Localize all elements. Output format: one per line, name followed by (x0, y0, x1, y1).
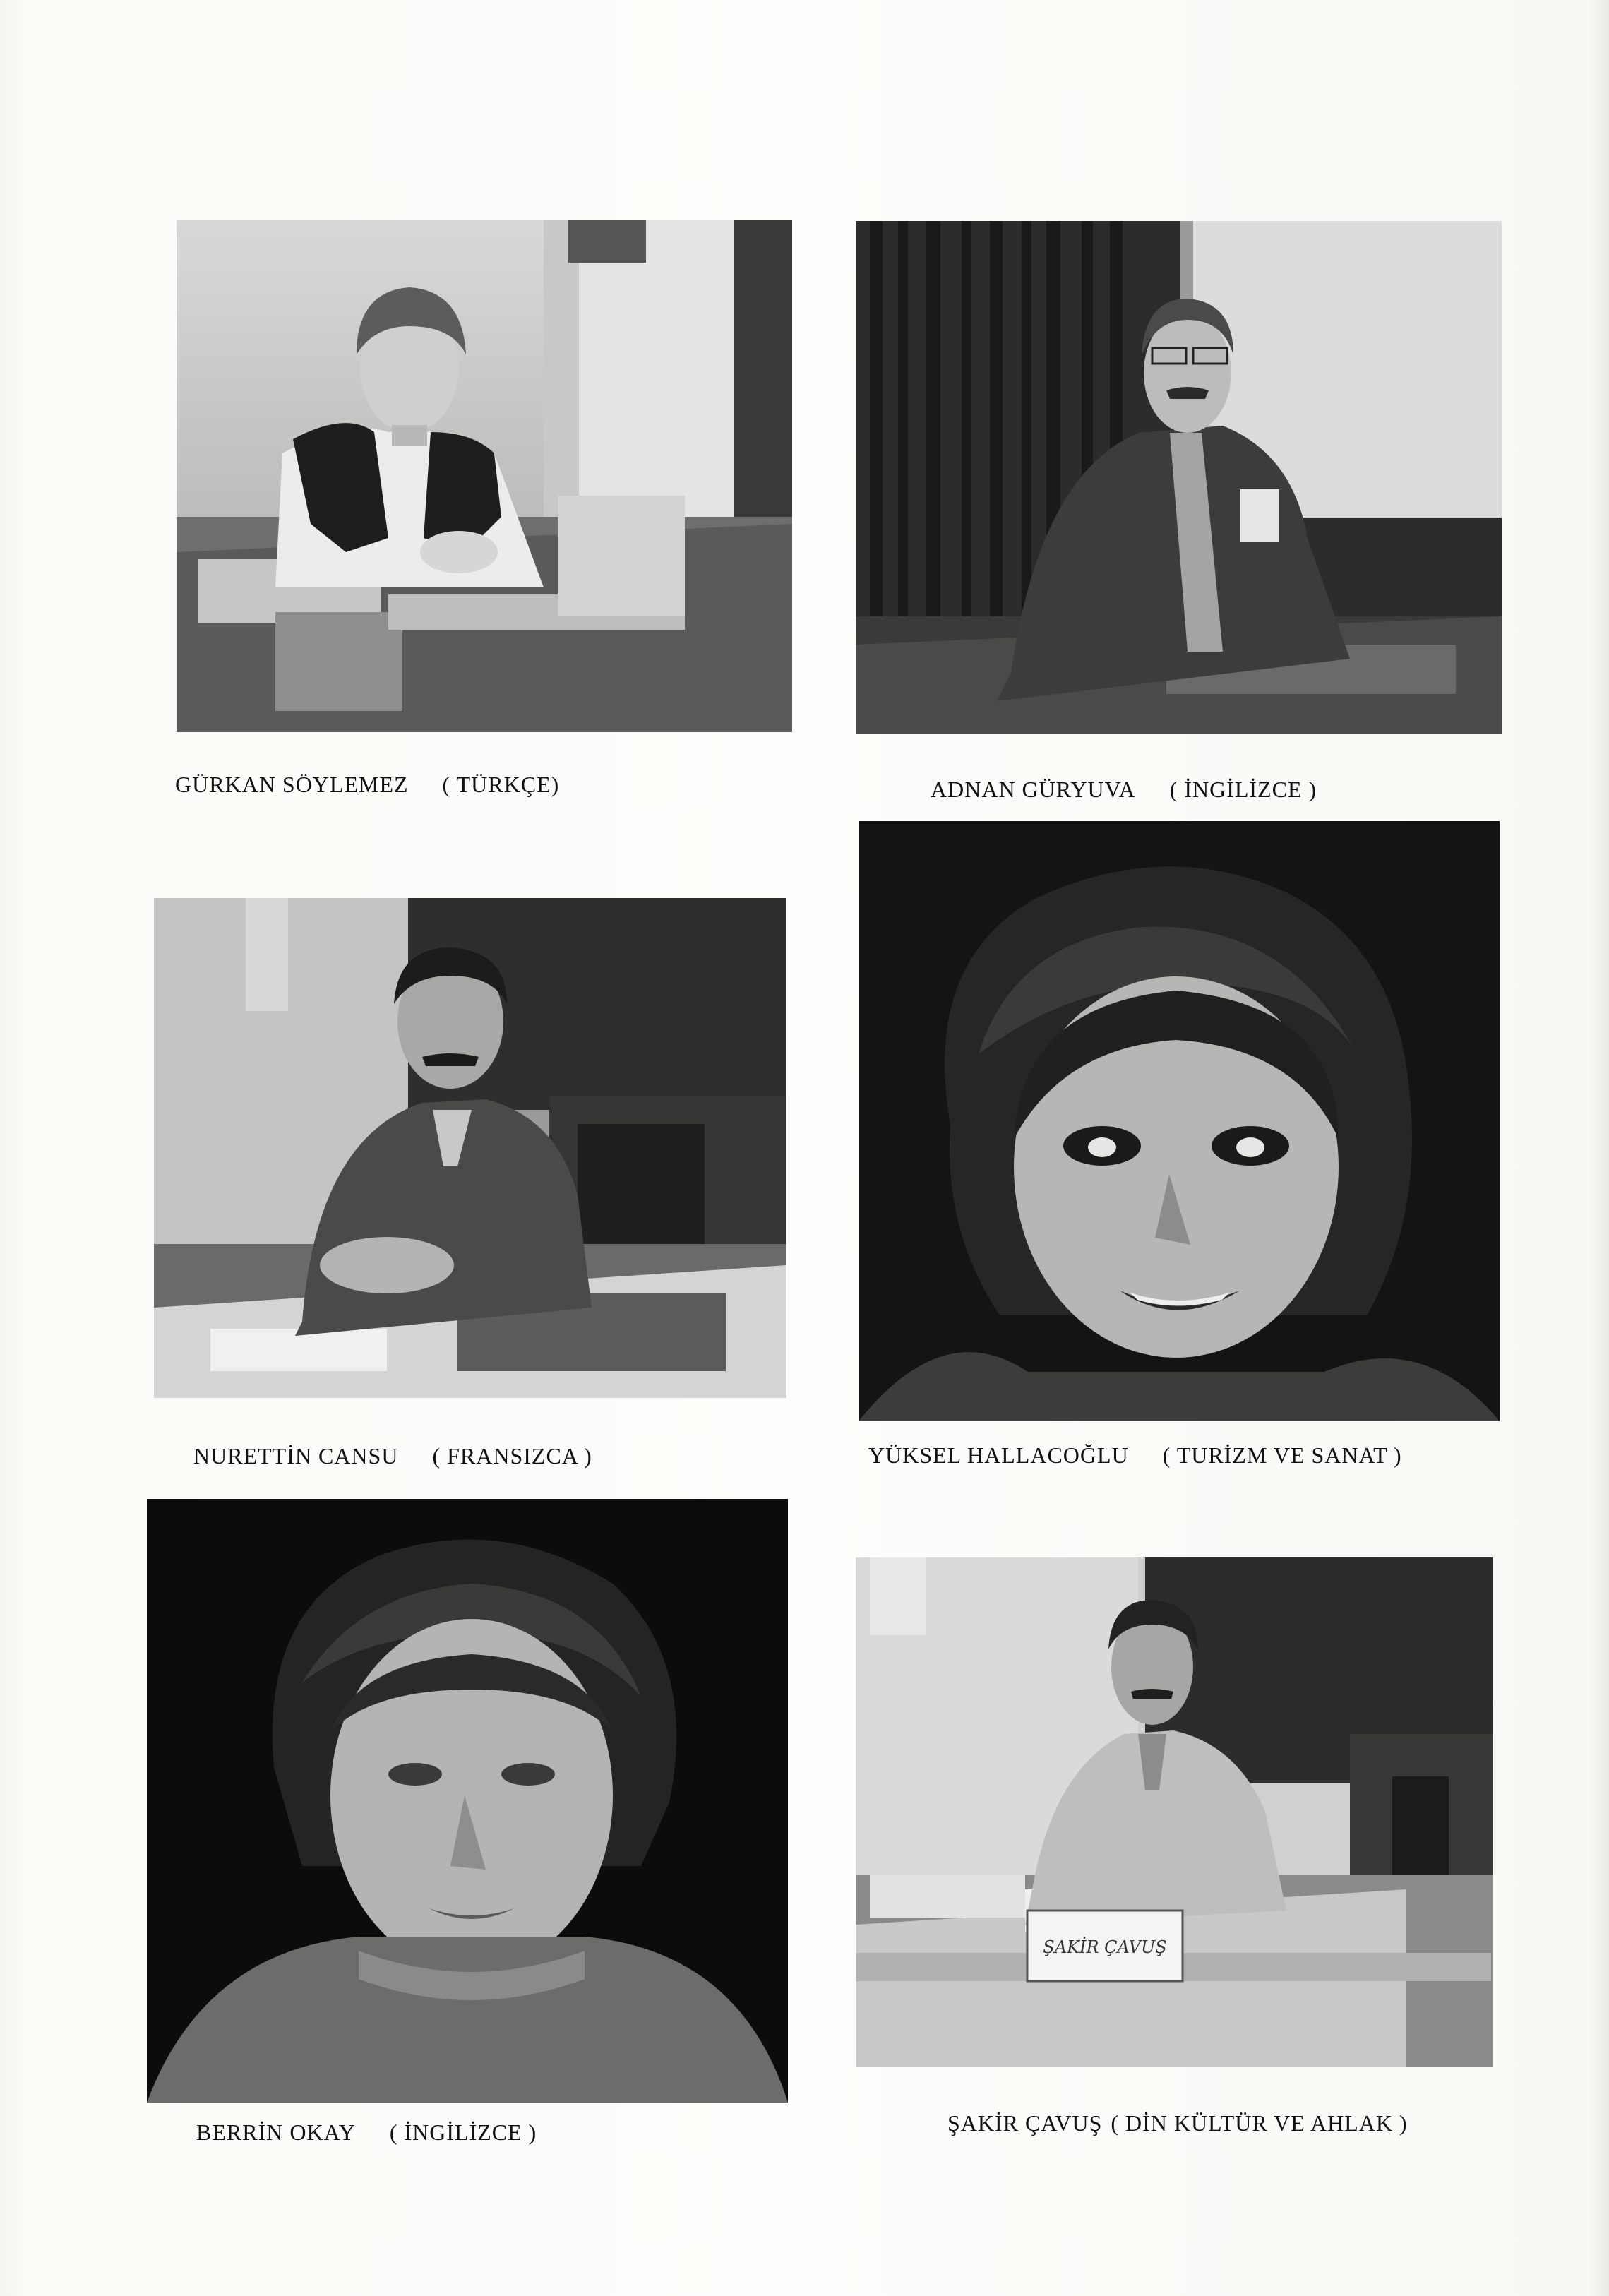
teacher-photo-berrin-okay (147, 1499, 788, 2103)
teacher-name: ŞAKİR ÇAVUŞ (947, 2110, 1103, 2136)
teacher-photo-nurettin-cansu (154, 898, 786, 1398)
teacher-subject: ( İNGİLİZCE ) (1169, 777, 1317, 802)
teacher-name: NURETTİN CANSU (193, 1443, 399, 1469)
caption-sakir-cavus (947, 2110, 1408, 2136)
caption-yuksel-hallacoglu (868, 1442, 1402, 1469)
teacher-photo-yuksel-hallacoglu (859, 821, 1500, 1421)
teacher-photo-gurkan-soylemez (177, 220, 792, 732)
caption-gurkan-soylemez (175, 772, 559, 798)
teacher-subject: ( FRANSIZCA ) (432, 1443, 592, 1469)
teacher-subject: ( İNGİLİZCE ) (389, 2119, 537, 2145)
teacher-name: ADNAN GÜRYUVA (931, 777, 1136, 802)
nameplate-text: ŞAKİR ÇAVUŞ (1043, 1937, 1167, 1957)
caption-berrin-okay (196, 2119, 537, 2146)
caption-nurettin-cansu (193, 1443, 592, 1469)
teacher-photo-adnan-guryuva (856, 221, 1502, 734)
teacher-subject: ( TÜRKÇE) (442, 772, 560, 797)
teacher-subject: ( DİN KÜLTÜR VE AHLAK ) (1111, 2110, 1408, 2136)
teacher-photo-sakir-cavus (856, 1557, 1493, 2067)
teacher-name: YÜKSEL HALLACOĞLU (868, 1442, 1129, 1468)
page-edge-shadow (1588, 0, 1609, 2296)
teacher-name: GÜRKAN SÖYLEMEZ (175, 772, 409, 797)
caption-adnan-guryuva (931, 777, 1317, 803)
teacher-name: BERRİN OKAY (196, 2119, 356, 2145)
teacher-subject: ( TURİZM VE SANAT ) (1162, 1442, 1402, 1468)
